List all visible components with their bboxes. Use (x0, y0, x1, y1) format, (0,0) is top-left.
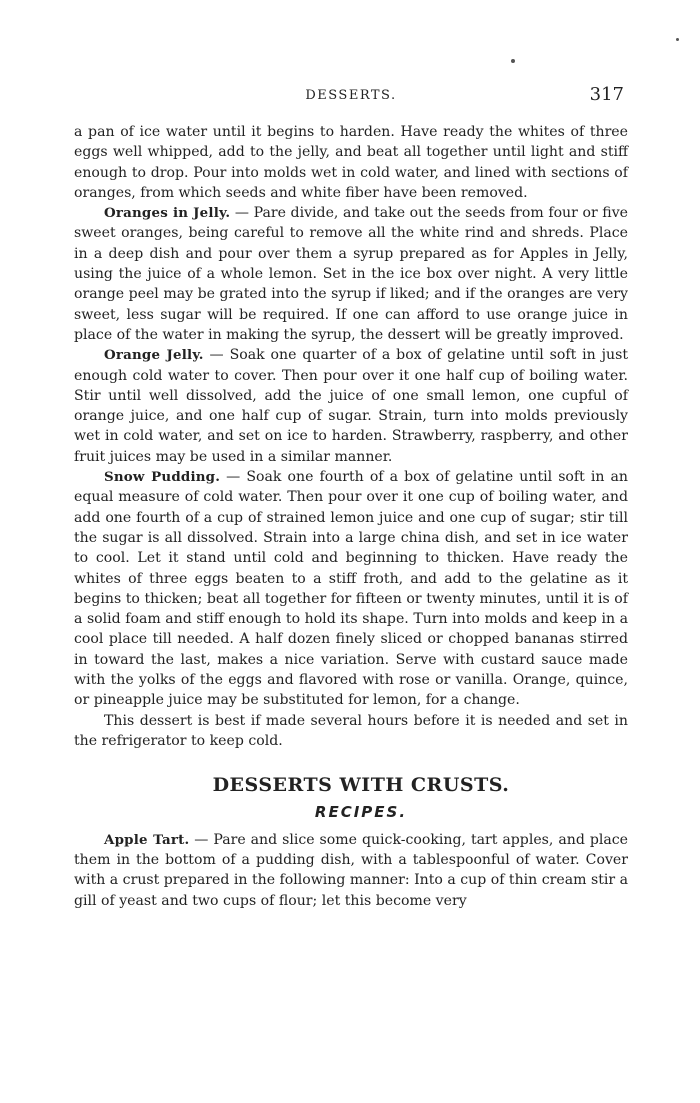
em-dash: — (203, 347, 230, 364)
paragraph-text: Soak one quarter of a box of gelatine until soft in just enough cold water to cover. Then pour over it one half cup of boiling water. Stir until well dissolved, add the juice of one small lemon, one cupful of orange juice, and one half cup of sugar. Strain, turn into molds previously wet in cold water, and set on ice to harden. Strawberry, raspberry, and other fruit juices may be used in a similar manner. (74, 347, 628, 465)
page-number: 317 (589, 84, 624, 105)
em-dash: — (220, 469, 247, 486)
body-text (74, 122, 628, 911)
running-title: DESSERTS. (305, 88, 397, 103)
paragraph-text: Soak one fourth of a box of gelatine until soft in an equal measure of cold water. Then pour over it one cup of boiling water, and add one fourth of a cup of strained lemon juice and one cup of sugar; stir till the sugar is all dissolved. Strain into a large china dish, and set in ice water to cool. Let it stand until cold and beginning to thicken. Have ready the whites of three eggs beaten to a stiff froth, and add to the gelatine as it begins to thicken; beat all together for fifteen or twenty minutes, until it is of a solid foam and stiff enough to hold its shape. Turn into molds and keep in a cool place till needed. A half dozen finely sliced or chopped bananas stirred in toward the last, makes a nice variation. Serve with custard sauce made with the yolks of the eggs and flavored with rose or vanilla. Orange, quince, or pineapple juice may be substituted for lemon, for a change. (74, 469, 629, 709)
section-title: DESSERTS WITH CRUSTS. (212, 774, 510, 797)
em-dash: — (230, 205, 254, 222)
em-dash: — (189, 831, 214, 848)
paragraph-text: This dessert is best if made several hours before it is needed and set in the refrigerator to keep cold. (74, 712, 628, 749)
section-subtitle: RECIPES. (314, 802, 408, 821)
recipe-heading: Oranges in Jelly. (104, 205, 231, 222)
running-head (74, 84, 628, 106)
paragraph-apple-tart (74, 830, 628, 911)
recipe-heading: Apple Tart. (104, 831, 190, 848)
recipe-heading: Snow Pudding. (104, 469, 221, 486)
scan-speck (511, 59, 515, 63)
paragraph-orange-jelly (74, 345, 628, 467)
paragraph-text: Pare divide, and take out the seeds from four or five sweet oranges, being careful to remove all the white rind and shreds. Place in a deep dish and pour over them a syrup prepared as for Apples in Jelly, using the juice of a whole lemon. Set in the ice box over night. A very little orange peel may be grated into the syrup if liked; and if the oranges are very sweet, less sugar will be required. If one can afford to use orange juice in place of the water in making the syrup, the dessert will be greatly improved. (74, 205, 628, 343)
paragraph-continuation (74, 122, 628, 203)
paragraph-text: a pan of ice water until it begins to harden. Have ready the whites of three eggs well whipped, add to the jelly, and beat all together until light and stiff enough to drop. Pour into molds wet in cold water, and lined with sections of oranges, from which seeds and white fiber have been removed. (74, 124, 628, 201)
recipe-heading: Orange Jelly. (104, 347, 204, 364)
paragraph-oranges-in-jelly (74, 203, 628, 345)
paragraph-text: Pare and slice some quick-cooking, tart apples, and place them in the bottom of a pudding dish, with a tablespoonful of water. Cover with a crust prepared in the following manner: Into a cup of thin cream stir a gill of yeast and two cups of flour; let this become very (74, 831, 628, 909)
book-page (74, 84, 628, 911)
paragraph-snow-pudding (74, 467, 628, 711)
scan-speck (676, 38, 679, 41)
paragraph-note (74, 711, 628, 752)
